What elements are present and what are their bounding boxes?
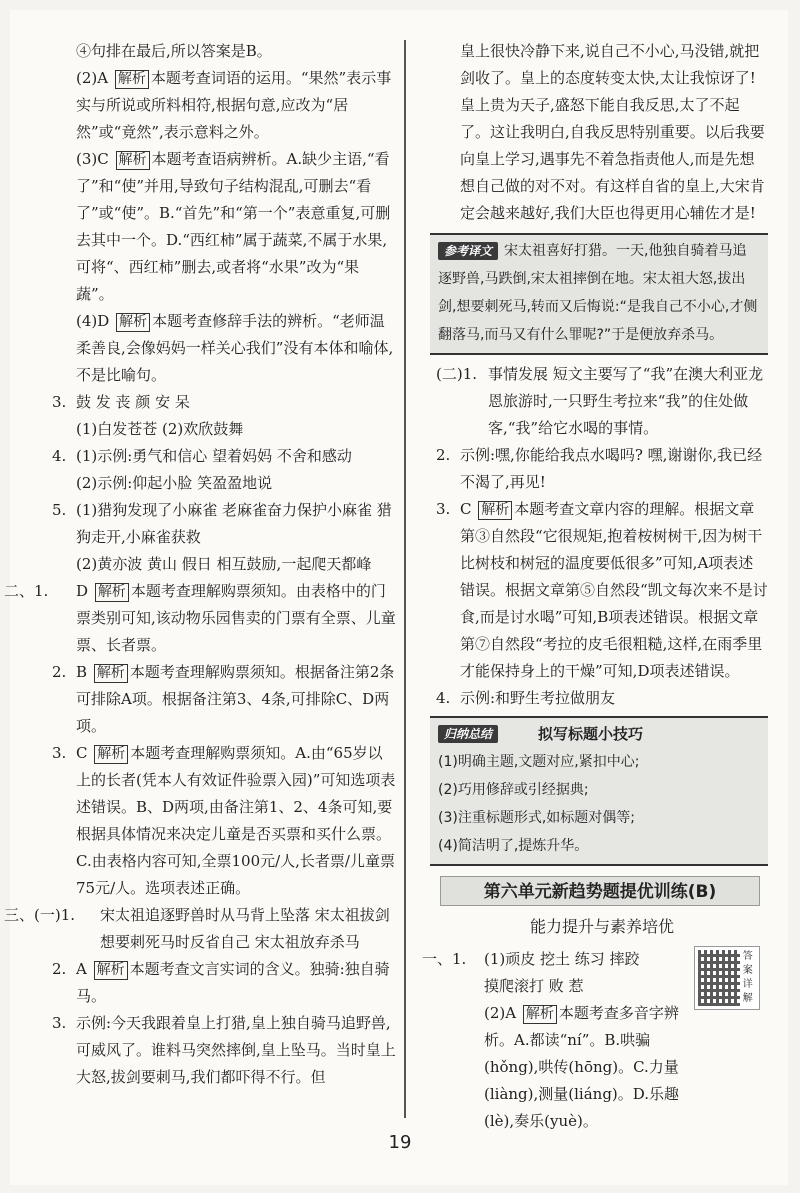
section-2-q3-answer: C <box>76 744 88 762</box>
question-3 <box>52 389 396 443</box>
answer-2 <box>52 65 396 146</box>
essay-q1 <box>436 361 768 442</box>
qr-code[interactable] <box>694 946 760 1010</box>
essay-q4 <box>436 685 768 712</box>
question-4-line1: (1)示例:勇气和信心 望着妈妈 不舍和感动 <box>76 447 352 465</box>
answer-2-num: (2)A <box>76 69 109 87</box>
reference-translation-text: 宋太祖喜好打猎。一天,他独自骑着马追逐野兽,马跌倒,宋太祖摔倒在地。宋太祖大怒,拔出剑,想要刺死马,转而又后悔说:“是我自己不小心,才侧翻落马,而马又有什么罪呢?”于是便放弃杀马。 <box>438 243 758 343</box>
reference-translation-box <box>430 233 768 355</box>
answer-4 <box>52 308 396 389</box>
question-3-sub: (1)白发苍苍 (2)欢欣鼓舞 <box>76 420 244 438</box>
question-4-num: 4. <box>52 447 67 465</box>
question-3-num: 3. <box>52 393 67 411</box>
answer-3-text: 本题考查语病辨析。A.缺少主语,“看了”和“使”并用,导致句子结构混乱,可删去“看了”或“使”。B.“首先”和“第一个”表意重复,可删去其中一个。D.“西红柿”属于蔬菜,不属于水果,可将“、西红柿”删去,或者将“水果”改为“果蔬”。 <box>76 150 391 303</box>
essay-q1-text: 事情发展 短文主要写了“我”在澳大利亚龙恩旅游时,一只野生考拉来“我”的住处做客,“我”给它水喝的事情。 <box>488 365 764 437</box>
exercise-1-part2-text: 本题考查多音字辨析。A.都读“ní”。B.哄骗(hǒng),哄传(hōng)。C.力量(liàng),测量(liáng)。D.乐趣(lè),奏乐(yuè)。 <box>484 1004 680 1130</box>
section-2-q2-answer: B <box>76 663 88 681</box>
essay-q4-text: 示例:和野生考拉做朋友 <box>460 689 616 707</box>
sub-title: 能力提升与素养培优 <box>529 917 674 936</box>
analysis-tag: 解析 <box>94 664 128 683</box>
summary-item: (3)注重标题形式,如标题对偶等; <box>438 810 635 826</box>
question-4 <box>52 443 396 497</box>
section-3-q2-answer: A <box>76 960 87 978</box>
answer-2-text: 本题考查词语的运用。“果然”表示事实与所说或所料相符,根据句意,应改为“居然”或“竟然”,表示意料之外。 <box>76 69 392 141</box>
section-3-q3-text: 示例:今天我跟着皇上打猎,皇上独自骑马追野兽,可威风了。谁料马突然摔倒,皇上坠马。当时皇上大怒,拔剑要刺马,我们都吓得不行。但 <box>76 1014 396 1086</box>
summary-header <box>438 720 760 748</box>
section-2-q3-num: 3. <box>52 744 67 762</box>
summary-title: 拟写标题小技巧 <box>538 725 644 743</box>
section-3-q3 <box>52 1010 396 1091</box>
essay-q1-num: (二)1. <box>436 365 478 383</box>
section-2-q3 <box>52 740 396 902</box>
exercise-1-num: 一、1. <box>422 950 467 968</box>
unit-title: 第六单元新趋势题提优训练(B) <box>440 876 760 906</box>
summary-item: (2)巧用修辞或引经据典; <box>438 782 589 798</box>
section-3-q2 <box>52 956 396 1010</box>
analysis-tag: 解析 <box>478 501 512 520</box>
summary-box <box>430 716 768 866</box>
qr-code-icon <box>698 950 740 1006</box>
section-3-q1-text: 宋太祖追逐野兽时从马背上坠落 宋太祖拔剑想要刺死马时反省自己 宋太祖放弃杀马 <box>100 906 390 951</box>
section-2-q1-text: 本题考查理解购票须知。由表格中的门票类别可知,该动物乐园售卖的门票有全票、儿童票、长者票。 <box>76 582 396 654</box>
essay-q4-num: 4. <box>436 689 451 707</box>
question-5-line2: (2)黄亦波 黄山 假日 相互鼓励,一起爬天都峰 <box>76 555 372 573</box>
answer-line: ④句排在最后,所以答案是B。 <box>76 42 272 60</box>
essay-q2 <box>436 442 768 496</box>
exercise-1-part2-answer: (2)A <box>484 1004 517 1022</box>
section-2-q2 <box>52 659 396 740</box>
exercise-1-line2: 摸爬滚打 败 惹 <box>484 977 584 995</box>
question-5-num: 5. <box>52 501 67 519</box>
section-3-q2-num: 2. <box>52 960 67 978</box>
question-4-line2: (2)示例:仰起小脸 笑盈盈地说 <box>76 474 273 492</box>
question-5-line1: (1)猎狗发现了小麻雀 老麻雀奋力保护小麻雀 猎狗走开,小麻雀获救 <box>76 501 392 546</box>
analysis-tag: 解析 <box>94 961 128 980</box>
page-number: 19 <box>388 1132 412 1153</box>
section-3-q1 <box>4 902 396 956</box>
essay-q3-num: 3. <box>436 500 451 518</box>
question-5 <box>52 497 396 578</box>
analysis-tag: 解析 <box>523 1005 557 1024</box>
section-2-q3-text: 本题考查理解购票须知。A.由“65岁以上的长者(凭本人有效证件验票入园)”可知选项表述错误。B、D两项,由备注第1、2、4条可知,要根据具体情况来决定儿童是否买票和买什么票。C.由表格内容可知,全票100元/人,长者票/儿童票75元/人。选项表述正确。 <box>76 744 396 897</box>
section-2-q2-text: 本题考查理解购票须知。根据备注第2条可排除A项。根据备注第3、4条,可排除C、D两项。 <box>76 663 395 735</box>
section-3-q3-num: 3. <box>52 1014 67 1032</box>
essay-q2-num: 2. <box>436 446 451 464</box>
analysis-tag: 解析 <box>95 583 129 602</box>
exercise-1-part2 <box>484 1000 688 1135</box>
answer-4-text: 本题考查修辞手法的辨析。“老师温柔善良,会像妈妈一样关心我们”没有本体和喻体,不是比喻句。 <box>76 312 394 384</box>
essay-q2-text: 示例:嘿,你能给我点水喝吗? 嘿,谢谢你,我已经不渴了,再见! <box>460 446 763 491</box>
section-2-num: 二、1. <box>4 582 49 600</box>
section-3-q2-text: 本题考查文言实词的含义。独骑:独自骑马。 <box>76 960 390 1005</box>
analysis-tag: 解析 <box>116 313 150 332</box>
answer-3-num: (3)C <box>76 150 109 168</box>
section-3-num: 三、(一)1. <box>4 906 76 924</box>
exercise-1 <box>422 946 768 1135</box>
question-3-text: 鼓 发 丧 颜 安 呆 <box>76 393 190 411</box>
column-divider <box>404 40 406 1118</box>
answer-3 <box>52 146 396 308</box>
continued-answer: 皇上很快冷静下来,说自己不小心,马没错,就把剑收了。皇上的态度转变太快,太让我惊讶了!皇上贵为天子,盛怒下能自我反思,太了不起了。这让我明白,自我反思特别重要。以后我要向皇上学习,遇事先不着急指责他人,而是先想想自己做的对不对。有这样自省的皇上,大宋肯定会越来越好,我们大臣也得更用心辅佐才是! <box>460 42 765 222</box>
essay-q3-text: 本题考查文章内容的理解。根据文章第③自然段“它很规矩,抱着桉树树干,因为树干比树枝和树冠的温度要低很多”可知,A项表述错误。根据文章第⑤自然段“凯文每次来不是讨食,而是讨水喝”可知,B项表述错误。根据文章第⑦自然段“考拉的皮毛很粗糙,这样,在雨季里才能保持身上的干燥”可知,D项表述错误。 <box>460 500 768 680</box>
left-column <box>4 38 396 1091</box>
reference-translation-tag: 参考译文 <box>438 242 498 260</box>
essay-q3-answer: C <box>460 500 472 518</box>
analysis-tag: 解析 <box>94 745 128 764</box>
summary-item: (1)明确主题,文题对应,紧扣中心; <box>438 754 640 770</box>
essay-q3 <box>436 496 768 685</box>
right-column <box>422 38 768 1135</box>
summary-tag: 归纳总结 <box>438 725 498 743</box>
qr-code-label: 答案详解 <box>742 951 753 1004</box>
section-2-q1-answer: D <box>76 582 89 600</box>
summary-item: (4)简洁明了,提炼升华。 <box>438 838 589 854</box>
exercise-1-line1: (1)顽皮 挖土 练习 摔跤 <box>484 950 640 968</box>
analysis-tag: 解析 <box>116 151 150 170</box>
analysis-tag: 解析 <box>115 70 149 89</box>
section-2-q2-num: 2. <box>52 663 67 681</box>
answer-4-num: (4)D <box>76 312 110 330</box>
section-2-q1 <box>4 578 396 659</box>
